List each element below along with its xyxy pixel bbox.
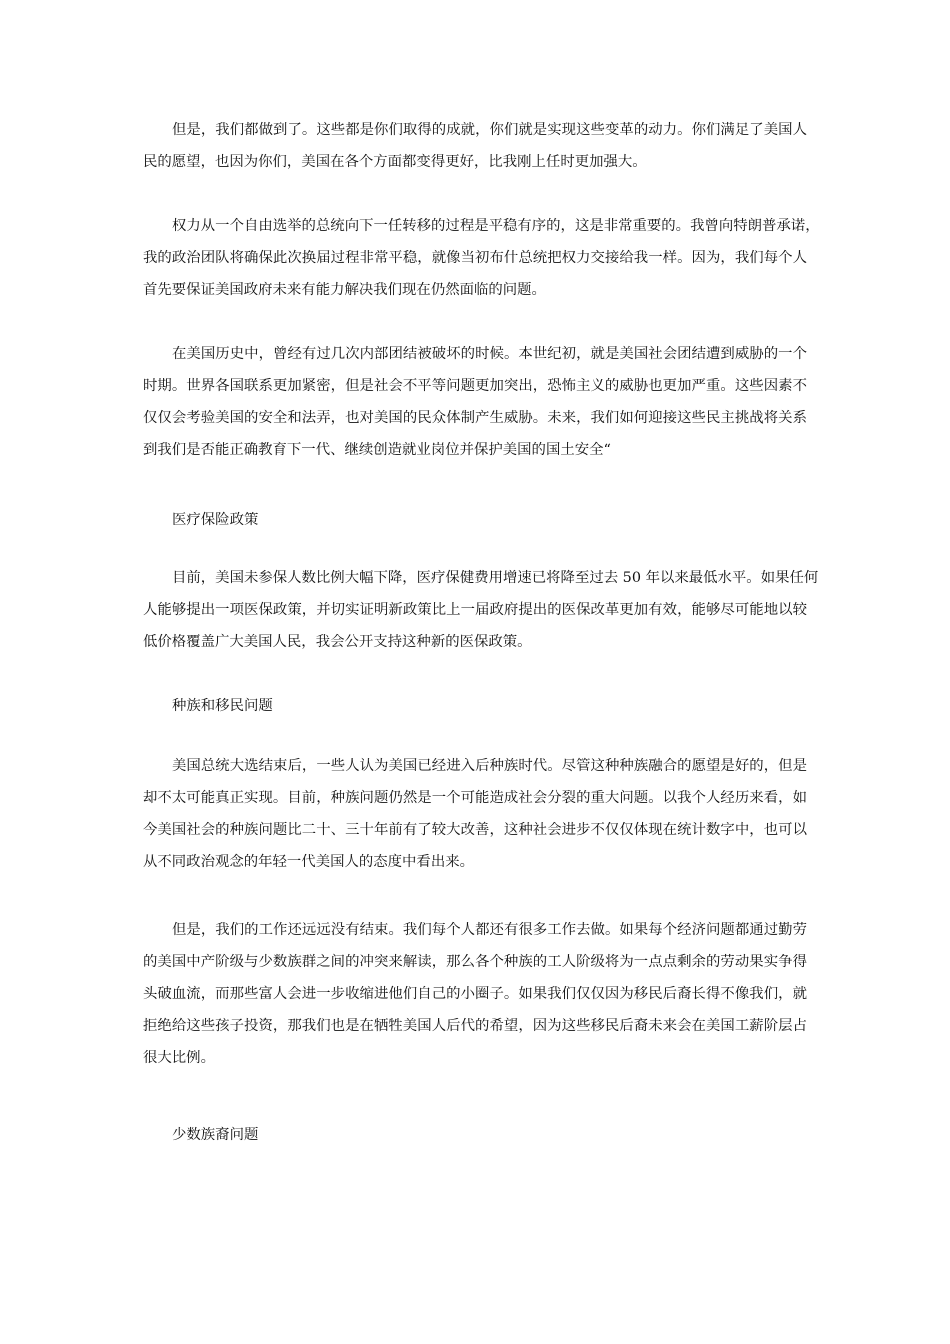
text-line: 却不太可能真正实现。目前，种族问题仍然是一个可能造成社会分裂的重大问题。以我个人经历来看，如 — [143, 790, 807, 806]
text-line: 我的政治团队将确保此次换届过程非常平稳，就像当初布什总统把权力交接给我一样。因为，我们每个人 — [143, 250, 807, 266]
text-line: 民的愿望，也因为你们，美国在各个方面都变得更好，比我刚上任时更加强大。 — [143, 154, 647, 170]
text-line: 仅仅会考验美国的安全和法弄，也对美国的民众体制产生威胁。未来，我们如何迎接这些民主挑战将关系 — [143, 410, 807, 426]
text-line: 但是，我们的工作还远远没有结束。我们每个人都还有很多工作去做。如果每个经济问题都通过勤劳 — [172, 922, 807, 938]
section-heading-minorities: 少数族裔问题 — [172, 1127, 259, 1143]
text-line: 今美国社会的种族问题比二十、三十年前有了较大改善，这种社会进步不仅仅体现在统计数字中，也可以 — [143, 822, 807, 838]
text-line: 的美国中产阶级与少数族群之间的冲突来解读，那么各个种族的工人阶级将为一点点剩余的劳动果实争得 — [143, 954, 807, 970]
text-line: 权力从一个自由选举的总统向下一任转移的过程是平稳有序的，这是非常重要的。我曾向特朗普承诺， — [172, 218, 820, 234]
text-line: 很大比例。 — [143, 1050, 215, 1066]
text-line: 时期。世界各国联系更加紧密，但是社会不平等问题更加突出，恐怖主义的威胁也更加严重。这些因素不 — [143, 378, 807, 394]
text-line: 拒绝给这些孩子投资，那我们也是在牺牲美国人后代的希望，因为这些移民后裔未来会在美国工薪阶层占 — [143, 1018, 807, 1034]
text-line: 美国总统大选结束后，一些人认为美国已经进入后种族时代。尽管这种种族融合的愿望是好的，但是 — [172, 758, 807, 774]
text-line: 在美国历史中，曾经有过几次内部团结被破坏的时候。本世纪初，就是美国社会团结遭到威胁的一个 — [172, 346, 807, 362]
text-line: 首先要保证美国政府未来有能力解决我们现在仍然面临的问题。 — [143, 282, 546, 298]
text-line: 到我们是否能正确教育下一代、继续创造就业岗位并保护美国的国土安全“ — [143, 442, 611, 458]
text-line: 从不同政治观念的年轻一代美国人的态度中看出来。 — [143, 854, 474, 870]
section-heading-healthcare: 医疗保险政策 — [172, 512, 259, 528]
paragraph-6 — [143, 914, 807, 1074]
text-line: 但是，我们都做到了。这些都是你们取得的成就，你们就是实现这些变革的动力。你们满足了美国人 — [172, 122, 807, 138]
paragraph-3 — [143, 338, 807, 466]
text-line: 头破血流，而那些富人会进一步收缩进他们自己的小圈子。如果我们仅仅因为移民后裔长得不像我们，就 — [143, 986, 807, 1002]
text-line: 目前，美国未参保人数比例大幅下降，医疗保健费用增速已将降至过去 50 年以来最低水平。如果任何 — [172, 570, 819, 586]
section-heading-race-immigration: 种族和移民问题 — [172, 698, 273, 714]
paragraph-4 — [143, 562, 819, 658]
text-line: 低价格覆盖广大美国人民，我会公开支持这种新的医保政策。 — [143, 634, 532, 650]
paragraph-2 — [143, 210, 820, 306]
paragraph-1 — [143, 114, 807, 178]
paragraph-5 — [143, 750, 807, 878]
text-line: 人能够提出一项医保政策，并切实证明新政策比上一届政府提出的医保改革更加有效，能够尽可能地以较 — [143, 602, 807, 618]
